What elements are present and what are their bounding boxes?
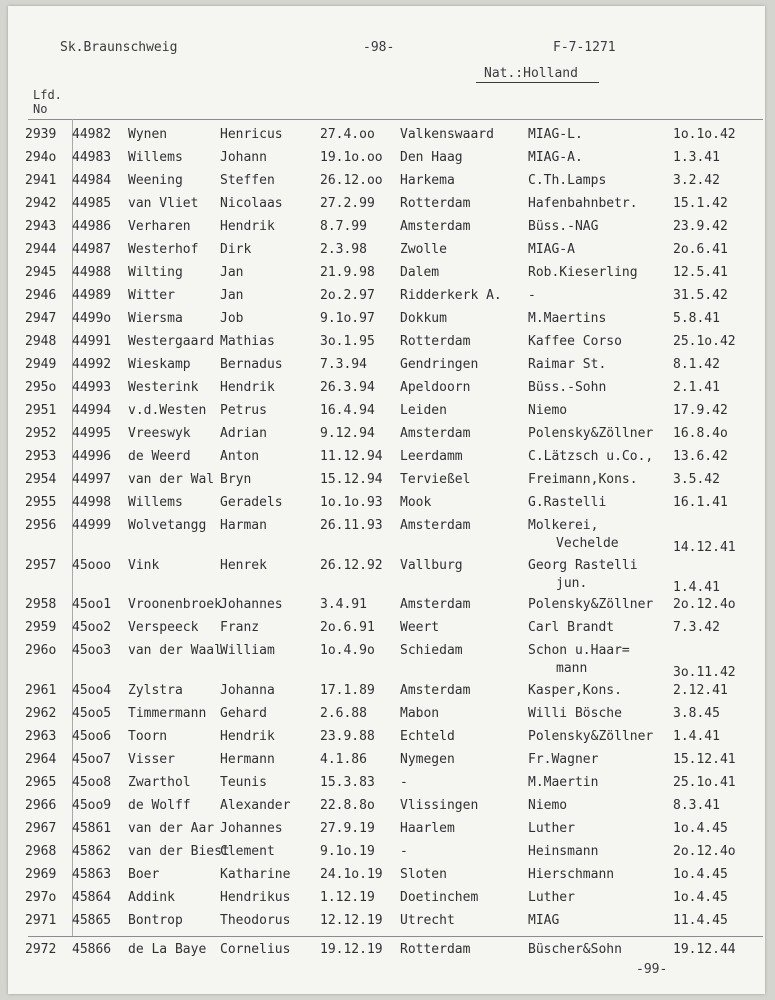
prisoner-number: 45oo7 — [72, 752, 112, 767]
lfd-number: 2963 — [25, 729, 57, 744]
birth-date: 2o.2.97 — [320, 288, 375, 303]
surname: Wiersma — [128, 311, 183, 326]
end-date: 2o.12.4o — [673, 844, 736, 859]
employer: Hafenbahnbetr. — [528, 196, 638, 211]
end-date: 5.8.41 — [673, 311, 720, 326]
birth-date: 4.1.86 — [320, 752, 367, 767]
prisoner-number: 44997 — [72, 472, 112, 487]
birth-date: 3o.1.95 — [320, 334, 375, 349]
birth-date: 26.3.94 — [320, 380, 375, 395]
birth-place: Gendringen — [400, 357, 479, 372]
end-date: 2.1.41 — [673, 380, 720, 395]
birth-place: Nymegen — [400, 752, 455, 767]
surname: de Weerd — [128, 449, 191, 464]
surname: van der Aar — [128, 821, 215, 836]
nationality-underline — [476, 82, 599, 83]
first-name: Gehard — [220, 706, 267, 721]
first-name: Johann — [220, 150, 267, 165]
birth-place: Mabon — [400, 706, 440, 721]
end-date: 1.4.41 — [673, 729, 720, 744]
birth-place: Weert — [400, 620, 440, 635]
employer: Heinsmann — [528, 844, 599, 859]
lfd-number: 2962 — [25, 706, 57, 721]
birth-date: 17.1.89 — [320, 683, 375, 698]
birth-place: Dokkum — [400, 311, 447, 326]
birth-date: 27.9.19 — [320, 821, 375, 836]
prisoner-number: 44992 — [72, 357, 112, 372]
prisoner-number: 44986 — [72, 219, 112, 234]
lfd-number: 2949 — [25, 357, 57, 372]
lfd-number: 2945 — [25, 265, 57, 280]
lfd-number: 2941 — [25, 173, 57, 188]
first-name: Hermann — [220, 752, 275, 767]
end-date: 13.6.42 — [673, 449, 728, 464]
prisoner-number: 4499o — [72, 311, 112, 326]
employer: Raimar St. — [528, 357, 607, 372]
lfd-number: 2939 — [25, 127, 57, 142]
employer-continued: jun. — [556, 576, 588, 591]
employer: C.Lätzsch u.Co., — [528, 449, 654, 464]
lfd-number: 2947 — [25, 311, 57, 326]
prisoner-number: 45oo9 — [72, 798, 112, 813]
employer: Kaffee Corso — [528, 334, 622, 349]
prisoner-number: 44982 — [72, 127, 112, 142]
birth-date: 3.4.91 — [320, 597, 367, 612]
birth-date: 2o.6.91 — [320, 620, 375, 635]
prisoner-number: 44994 — [72, 403, 112, 418]
employer: Polensky&Zöllner — [528, 597, 654, 612]
first-name: Katharine — [220, 867, 291, 882]
prisoner-number: 44999 — [72, 518, 112, 533]
birth-place: - — [400, 844, 408, 859]
first-name: Johannes — [220, 597, 283, 612]
prisoner-number: 44996 — [72, 449, 112, 464]
no-label: No — [33, 102, 48, 116]
end-date: 17.9.42 — [673, 403, 728, 418]
birth-date: 1o.1o.93 — [320, 495, 383, 510]
birth-date: 2.6.88 — [320, 706, 367, 721]
first-name: Nicolaas — [220, 196, 283, 211]
employer: Polensky&Zöllner — [528, 426, 654, 441]
employer: MIAG-A. — [528, 150, 583, 165]
birth-place: Doetinchem — [400, 890, 479, 905]
first-name: Teunis — [220, 775, 267, 790]
end-date: 23.9.42 — [673, 219, 728, 234]
lfd-number: 2951 — [25, 403, 57, 418]
surname: Verspeeck — [128, 620, 199, 635]
birth-place: - — [400, 775, 408, 790]
prisoner-number: 45ooo — [72, 558, 112, 573]
employer-continued: Vechelde — [556, 536, 619, 551]
first-name: Franz — [220, 620, 260, 635]
lfd-number: 295o — [25, 380, 57, 395]
lfd-number: 2954 — [25, 472, 57, 487]
page-number: -98- — [363, 40, 395, 55]
prisoner-number: 44989 — [72, 288, 112, 303]
table-top-rule — [28, 119, 763, 120]
end-date: 25.1o.41 — [673, 775, 736, 790]
first-name: Jan — [220, 288, 244, 303]
nationality-label: Nat.:Holland — [484, 66, 578, 81]
birth-place: Vlissingen — [400, 798, 479, 813]
birth-date: 16.4.94 — [320, 403, 375, 418]
employer: Büss.-NAG — [528, 219, 599, 234]
first-name: Alexander — [220, 798, 291, 813]
surname: Visser — [128, 752, 175, 767]
first-name: Geradels — [220, 495, 283, 510]
surname: Timmermann — [128, 706, 207, 721]
lfd-number: 2958 — [25, 597, 57, 612]
surname: Vroonenbroek — [128, 597, 222, 612]
birth-place: Leiden — [400, 403, 447, 418]
birth-date: 22.8.8o — [320, 798, 375, 813]
surname: Willems — [128, 150, 183, 165]
birth-date: 26.12.oo — [320, 173, 383, 188]
employer: Polensky&Zöllner — [528, 729, 654, 744]
employer: MIAG-A — [528, 242, 575, 257]
end-date: 1o.1o.42 — [673, 127, 736, 142]
first-name: Bernadus — [220, 357, 283, 372]
birth-date: 21.9.98 — [320, 265, 375, 280]
surname: Westergaard — [128, 334, 215, 349]
birth-date: 19.12.19 — [320, 942, 383, 957]
employer: Carl Brandt — [528, 620, 615, 635]
birth-date: 9.12.94 — [320, 426, 375, 441]
first-name: Harman — [220, 518, 267, 533]
first-name: Henricus — [220, 127, 283, 142]
prisoner-number: 44984 — [72, 173, 112, 188]
first-name: Job — [220, 311, 244, 326]
surname: v.d.Westen — [128, 403, 207, 418]
lfd-number: 2953 — [25, 449, 57, 464]
employer: Niemo — [528, 403, 568, 418]
employer: Luther — [528, 890, 575, 905]
employer: Rob.Kieserling — [528, 265, 638, 280]
end-date: 2o.6.41 — [673, 242, 728, 257]
employer: Luther — [528, 821, 575, 836]
lfd-number: 2969 — [25, 867, 57, 882]
surname: Willems — [128, 495, 183, 510]
birth-date: 12.12.19 — [320, 913, 383, 928]
birth-date: 7.3.94 — [320, 357, 367, 372]
lfd-number: 2948 — [25, 334, 57, 349]
surname: Witter — [128, 288, 175, 303]
prisoner-number: 45oo5 — [72, 706, 112, 721]
surname: Toorn — [128, 729, 168, 744]
employer: Büscher&Sohn — [528, 942, 622, 957]
birth-place: Haarlem — [400, 821, 455, 836]
surname: Vreeswyk — [128, 426, 191, 441]
column-header-lfd — [33, 88, 62, 116]
end-date: 16.8.4o — [673, 426, 728, 441]
prisoner-number: 45866 — [72, 942, 112, 957]
employer: Willi Bösche — [528, 706, 622, 721]
birth-place: Amsterdam — [400, 219, 471, 234]
employer: - — [528, 288, 536, 303]
lfd-number: 2957 — [25, 558, 57, 573]
birth-date: 26.11.93 — [320, 518, 383, 533]
prisoner-number: 45oo4 — [72, 683, 112, 698]
end-date: 2.12.41 — [673, 683, 728, 698]
birth-date: 15.3.83 — [320, 775, 375, 790]
prisoner-number: 45oo1 — [72, 597, 112, 612]
end-date: 11.4.45 — [673, 913, 728, 928]
first-name: Henrek — [220, 558, 267, 573]
birth-date: 26.12.92 — [320, 558, 383, 573]
employer: Kasper,Kons. — [528, 683, 622, 698]
first-name: Bryn — [220, 472, 252, 487]
lfd-number: 2965 — [25, 775, 57, 790]
lfd-number: 2966 — [25, 798, 57, 813]
employer: Freimann,Kons. — [528, 472, 638, 487]
end-date: 31.5.42 — [673, 288, 728, 303]
surname: Wynen — [128, 127, 168, 142]
camp-header: Sk.Braunschweig — [60, 40, 178, 55]
employer: Fr.Wagner — [528, 752, 599, 767]
end-date: 1o.4.45 — [673, 890, 728, 905]
lfd-number: 2959 — [25, 620, 57, 635]
end-date: 15.1.42 — [673, 196, 728, 211]
prisoner-number: 45865 — [72, 913, 112, 928]
employer: G.Rastelli — [528, 495, 607, 510]
birth-place: Amsterdam — [400, 518, 471, 533]
prisoner-number: 45oo6 — [72, 729, 112, 744]
lfd-number: 2972 — [25, 942, 57, 957]
birth-date: 23.9.88 — [320, 729, 375, 744]
first-name: Cornelius — [220, 942, 291, 957]
first-name: Steffen — [220, 173, 275, 188]
birth-place: Rotterdam — [400, 334, 471, 349]
first-name: Hendrik — [220, 219, 275, 234]
end-date: 15.12.41 — [673, 752, 736, 767]
end-date: 7.3.42 — [673, 620, 720, 635]
end-date: 12.5.41 — [673, 265, 728, 280]
surname: van der Waal — [128, 643, 222, 658]
prisoner-number: 45862 — [72, 844, 112, 859]
employer: MIAG — [528, 913, 560, 928]
lfd-number: 2942 — [25, 196, 57, 211]
employer: Schon u.Haar= — [528, 643, 630, 658]
prisoner-number: 45oo2 — [72, 620, 112, 635]
birth-place: Dalem — [400, 265, 440, 280]
employer: M.Maertin — [528, 775, 599, 790]
prisoner-number: 44995 — [72, 426, 112, 441]
first-name: Hendrik — [220, 729, 275, 744]
surname: Zylstra — [128, 683, 183, 698]
surname: de Wolff — [128, 798, 191, 813]
surname: van der Wal — [128, 472, 215, 487]
first-name: Anton — [220, 449, 260, 464]
first-name: Theodorus — [220, 913, 291, 928]
birth-place: Schiedam — [400, 643, 463, 658]
end-date: 3.8.45 — [673, 706, 720, 721]
lfd-number: 2971 — [25, 913, 57, 928]
birth-date: 27.4.oo — [320, 127, 375, 142]
document-page — [8, 6, 765, 994]
surname: Addink — [128, 890, 175, 905]
birth-date: 2.3.98 — [320, 242, 367, 257]
end-date: 16.1.41 — [673, 495, 728, 510]
prisoner-number: 44988 — [72, 265, 112, 280]
birth-date: 24.1o.19 — [320, 867, 383, 882]
first-name: Jan — [220, 265, 244, 280]
birth-date: 19.1o.oo — [320, 150, 383, 165]
birth-place: Vallburg — [400, 558, 463, 573]
surname: Westerink — [128, 380, 199, 395]
birth-place: Mook — [400, 495, 432, 510]
lfd-number: 2968 — [25, 844, 57, 859]
prisoner-number: 45oo8 — [72, 775, 112, 790]
birth-place: Rotterdam — [400, 942, 471, 957]
first-name: Clement — [220, 844, 275, 859]
end-date: 3.2.42 — [673, 173, 720, 188]
prisoner-number: 45864 — [72, 890, 112, 905]
end-date: 3.5.42 — [673, 472, 720, 487]
lfd-number: 2952 — [25, 426, 57, 441]
birth-date: 27.2.99 — [320, 196, 375, 211]
first-name: Adrian — [220, 426, 267, 441]
footer-page-number: -99- — [636, 962, 668, 977]
employer: Georg Rastelli — [528, 558, 638, 573]
first-name: Mathias — [220, 334, 275, 349]
employer: Molkerei, — [528, 518, 599, 533]
birth-place: Apeldoorn — [400, 380, 471, 395]
birth-place: Ridderkerk A. — [400, 288, 502, 303]
first-name: Johanna — [220, 683, 275, 698]
prisoner-number: 44985 — [72, 196, 112, 211]
end-date: 1o.4.45 — [673, 821, 728, 836]
birth-date: 9.1o.19 — [320, 844, 375, 859]
first-name: Hendrik — [220, 380, 275, 395]
birth-place: Valkenswaard — [400, 127, 494, 142]
end-date: 14.12.41 — [673, 540, 736, 555]
end-date: 8.1.42 — [673, 357, 720, 372]
surname: Wilting — [128, 265, 183, 280]
first-name: Dirk — [220, 242, 252, 257]
surname: Verharen — [128, 219, 191, 234]
prisoner-number: 44998 — [72, 495, 112, 510]
employer: MIAG-L. — [528, 127, 583, 142]
end-date: 1.3.41 — [673, 150, 720, 165]
table-bottom-rule — [28, 936, 763, 937]
lfd-number: 2964 — [25, 752, 57, 767]
end-date: 25.1o.42 — [673, 334, 736, 349]
birth-place: Amsterdam — [400, 426, 471, 441]
lfd-number: 296o — [25, 643, 57, 658]
birth-date: 1o.4.9o — [320, 643, 375, 658]
birth-place: Amsterdam — [400, 597, 471, 612]
prisoner-number: 44991 — [72, 334, 112, 349]
birth-place: Zwolle — [400, 242, 447, 257]
lfd-number: 297o — [25, 890, 57, 905]
birth-place: Den Haag — [400, 150, 463, 165]
birth-date: 15.12.94 — [320, 472, 383, 487]
file-code: F-7-1271 — [553, 40, 616, 55]
surname: de La Baye — [128, 942, 207, 957]
surname: Zwarthol — [128, 775, 191, 790]
first-name: Petrus — [220, 403, 267, 418]
employer-continued: mann — [556, 661, 588, 676]
employer: C.Th.Lamps — [528, 173, 607, 188]
birth-place: Echteld — [400, 729, 455, 744]
employer: Hierschmann — [528, 867, 615, 882]
surname: Wieskamp — [128, 357, 191, 372]
surname: Westerhof — [128, 242, 199, 257]
birth-date: 9.1o.97 — [320, 311, 375, 326]
lfd-number: 2946 — [25, 288, 57, 303]
end-date: 8.3.41 — [673, 798, 720, 813]
lfd-number: 2955 — [25, 495, 57, 510]
prisoner-number: 44987 — [72, 242, 112, 257]
first-name: William — [220, 643, 275, 658]
birth-date: 1.12.19 — [320, 890, 375, 905]
lfd-number: 294o — [25, 150, 57, 165]
prisoner-number: 45863 — [72, 867, 112, 882]
employer: Niemo — [528, 798, 568, 813]
lfd-number: 2956 — [25, 518, 57, 533]
first-name: Johannes — [220, 821, 283, 836]
surname: van Vliet — [128, 196, 199, 211]
surname: Vink — [128, 558, 160, 573]
birth-place: Rotterdam — [400, 196, 471, 211]
birth-place: Amsterdam — [400, 683, 471, 698]
prisoner-number: 44993 — [72, 380, 112, 395]
birth-place: Utrecht — [400, 913, 455, 928]
surname: van der Biest — [128, 844, 230, 859]
surname: Weening — [128, 173, 183, 188]
birth-date: 11.12.94 — [320, 449, 383, 464]
lfd-number: 2944 — [25, 242, 57, 257]
birth-place: Harkema — [400, 173, 455, 188]
birth-place: Sloten — [400, 867, 447, 882]
prisoner-number: 45861 — [72, 821, 112, 836]
end-date: 1o.4.45 — [673, 867, 728, 882]
prisoner-number: 45oo3 — [72, 643, 112, 658]
end-date: 19.12.44 — [673, 942, 736, 957]
surname: Bontrop — [128, 913, 183, 928]
lfd-number: 2943 — [25, 219, 57, 234]
end-date: 3o.11.42 — [673, 665, 736, 680]
birth-place: Tervießel — [400, 472, 471, 487]
first-name: Hendrikus — [220, 890, 291, 905]
lfd-label: Lfd. — [33, 88, 62, 102]
employer: M.Maertins — [528, 311, 607, 326]
surname: Boer — [128, 867, 160, 882]
end-date: 2o.12.4o — [673, 597, 736, 612]
surname: Wolvetangg — [128, 518, 207, 533]
lfd-number: 2967 — [25, 821, 57, 836]
birth-place: Leerdamm — [400, 449, 463, 464]
birth-date: 8.7.99 — [320, 219, 367, 234]
lfd-number: 2961 — [25, 683, 57, 698]
end-date: 1.4.41 — [673, 580, 720, 595]
employer: Büss.-Sohn — [528, 380, 607, 395]
prisoner-number: 44983 — [72, 150, 112, 165]
